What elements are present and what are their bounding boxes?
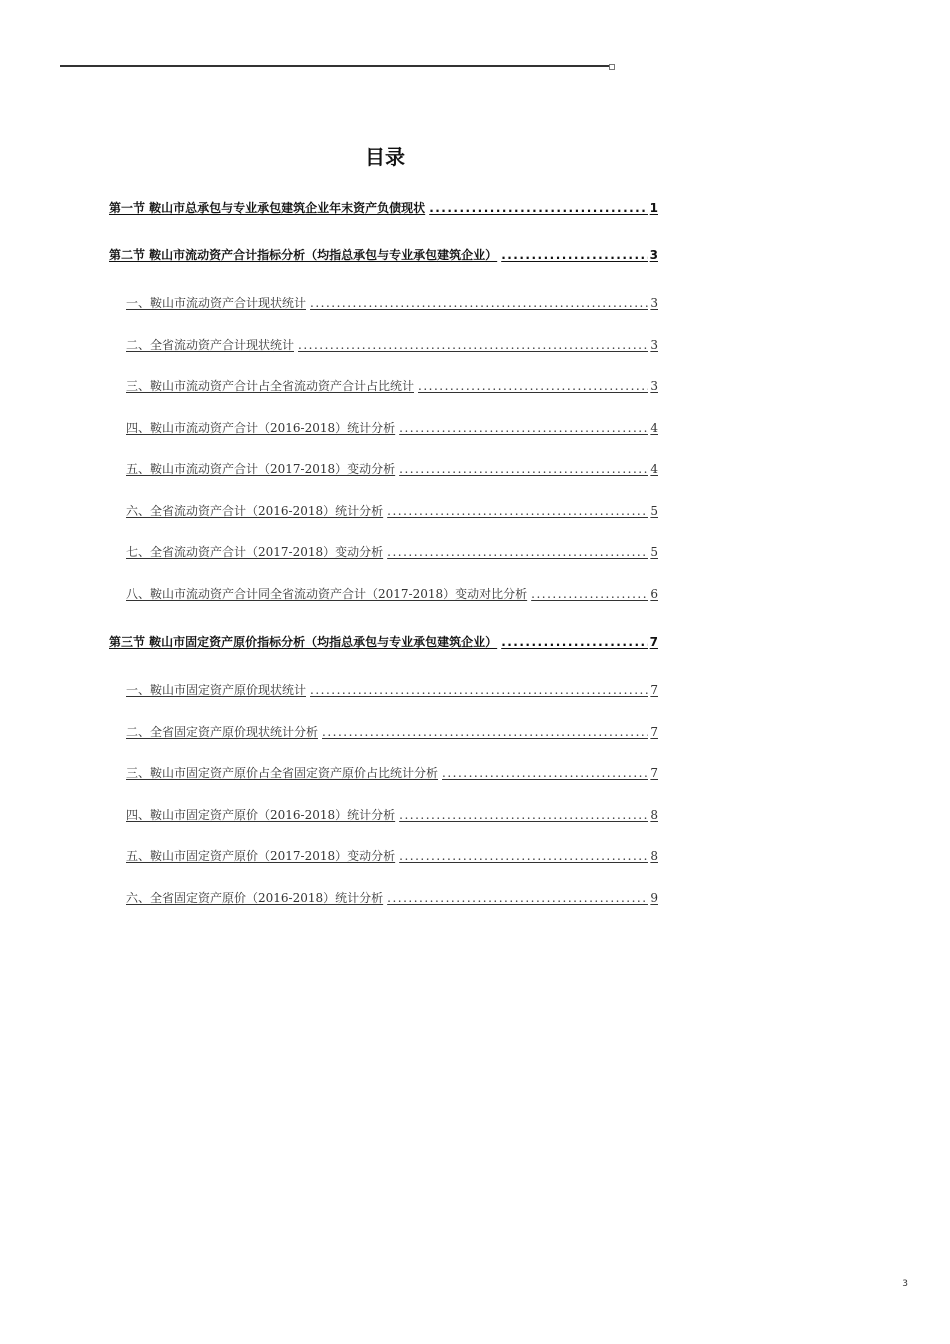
- toc-entry-page: 4: [650, 462, 658, 476]
- toc-entry-text: 七、全省流动资产合计（2017-2018）变动分析: [126, 545, 384, 559]
- toc-entry-text: 八、鞍山市流动资产合计同全省流动资产合计（2017-2018）变动对比分析: [126, 587, 528, 601]
- toc-entry-text: 二、全省流动资产合计现状统计: [126, 338, 295, 352]
- toc-entry-page: 4: [650, 421, 658, 435]
- toc-entry-3-5[interactable]: [126, 847, 658, 865]
- toc-entry-section-2[interactable]: [109, 246, 658, 264]
- toc-leader-dots: [399, 847, 648, 865]
- toc-entry-3-2[interactable]: [126, 723, 658, 741]
- toc-entry-text: 六、全省流动资产合计（2016-2018）统计分析: [126, 504, 384, 518]
- toc-leader-dots: [429, 199, 647, 217]
- toc-title: 目录: [365, 145, 405, 169]
- toc-entry-text: 四、鞍山市固定资产原价（2016-2018）统计分析: [126, 808, 396, 822]
- toc-entry-page: 5: [650, 504, 658, 518]
- toc-entry-page: 3: [649, 248, 658, 262]
- toc-entry-2-1[interactable]: [126, 294, 658, 312]
- toc-entry-page: 9: [650, 891, 658, 905]
- toc-leader-dots: [322, 723, 648, 741]
- toc-entry-3-4[interactable]: [126, 806, 658, 824]
- toc-entry-section-3[interactable]: [109, 633, 658, 651]
- toc-entry-text: 第一节 鞍山市总承包与专业承包建筑企业年末资产负债现状: [109, 201, 426, 215]
- toc-leader-dots: [501, 633, 647, 651]
- toc-entry-text: 第二节 鞍山市流动资产合计指标分析（均指总承包与专业承包建筑企业）: [109, 248, 498, 262]
- toc-entry-3-3[interactable]: [126, 764, 658, 782]
- toc-entry-page: 5: [650, 545, 658, 559]
- toc-entry-2-3[interactable]: [126, 377, 658, 395]
- toc-entry-page: 6: [650, 587, 658, 601]
- toc-leader-dots: [418, 377, 648, 395]
- toc-entry-text: 第三节 鞍山市固定资产原价指标分析（均指总承包与专业承包建筑企业）: [109, 635, 498, 649]
- toc-leader-dots: [310, 681, 648, 699]
- toc-entry-text: 六、全省固定资产原价（2016-2018）统计分析: [126, 891, 384, 905]
- toc-leader-dots: [399, 806, 648, 824]
- toc-leader-dots: [442, 764, 648, 782]
- toc-entry-page: 7: [650, 766, 658, 780]
- toc-entry-page: 8: [650, 808, 658, 822]
- toc-entry-text: 一、鞍山市流动资产合计现状统计: [126, 296, 307, 310]
- toc-entry-3-6[interactable]: [126, 889, 658, 907]
- toc-entry-section-1[interactable]: [109, 199, 658, 217]
- toc-entry-page: 3: [650, 379, 658, 393]
- toc-leader-dots: [387, 543, 648, 561]
- toc-entry-text: 五、鞍山市固定资产原价（2017-2018）变动分析: [126, 849, 396, 863]
- toc-entry-text: 一、鞍山市固定资产原价现状统计: [126, 683, 307, 697]
- toc-entry-2-2[interactable]: [126, 336, 658, 354]
- toc-entry-text: 四、鞍山市流动资产合计（2016-2018）统计分析: [126, 421, 396, 435]
- toc-leader-dots: [399, 460, 648, 478]
- toc-entry-text: 二、全省固定资产原价现状统计分析: [126, 725, 319, 739]
- toc-entry-2-5[interactable]: [126, 460, 658, 478]
- toc-leader-dots: [310, 294, 648, 312]
- toc-entry-page: 3: [650, 296, 658, 310]
- toc-entry-2-6[interactable]: [126, 502, 658, 520]
- toc-entry-text: 三、鞍山市流动资产合计占全省流动资产合计占比统计: [126, 379, 415, 393]
- toc-leader-dots: [531, 585, 648, 603]
- toc-leader-dots: [298, 336, 648, 354]
- page-number: 3: [902, 1279, 908, 1289]
- toc-entry-text: 三、鞍山市固定资产原价占全省固定资产原价占比统计分析: [126, 766, 439, 780]
- toc-entry-page: 7: [649, 635, 658, 649]
- toc-leader-dots: [501, 246, 647, 264]
- toc-entry-page: 1: [649, 201, 658, 215]
- toc-entry-2-8[interactable]: [126, 585, 658, 603]
- toc-entry-3-1[interactable]: [126, 681, 658, 699]
- toc-entry-page: 7: [650, 725, 658, 739]
- toc-entry-2-4[interactable]: [126, 419, 658, 437]
- toc-leader-dots: [387, 889, 648, 907]
- toc-entry-page: 7: [650, 683, 658, 697]
- toc-entry-page: 8: [650, 849, 658, 863]
- toc-leader-dots: [387, 502, 648, 520]
- toc-entry-page: 3: [650, 338, 658, 352]
- toc-leader-dots: [399, 419, 648, 437]
- toc-entry-text: 五、鞍山市流动资产合计（2017-2018）变动分析: [126, 462, 396, 476]
- toc-entry-2-7[interactable]: [126, 543, 658, 561]
